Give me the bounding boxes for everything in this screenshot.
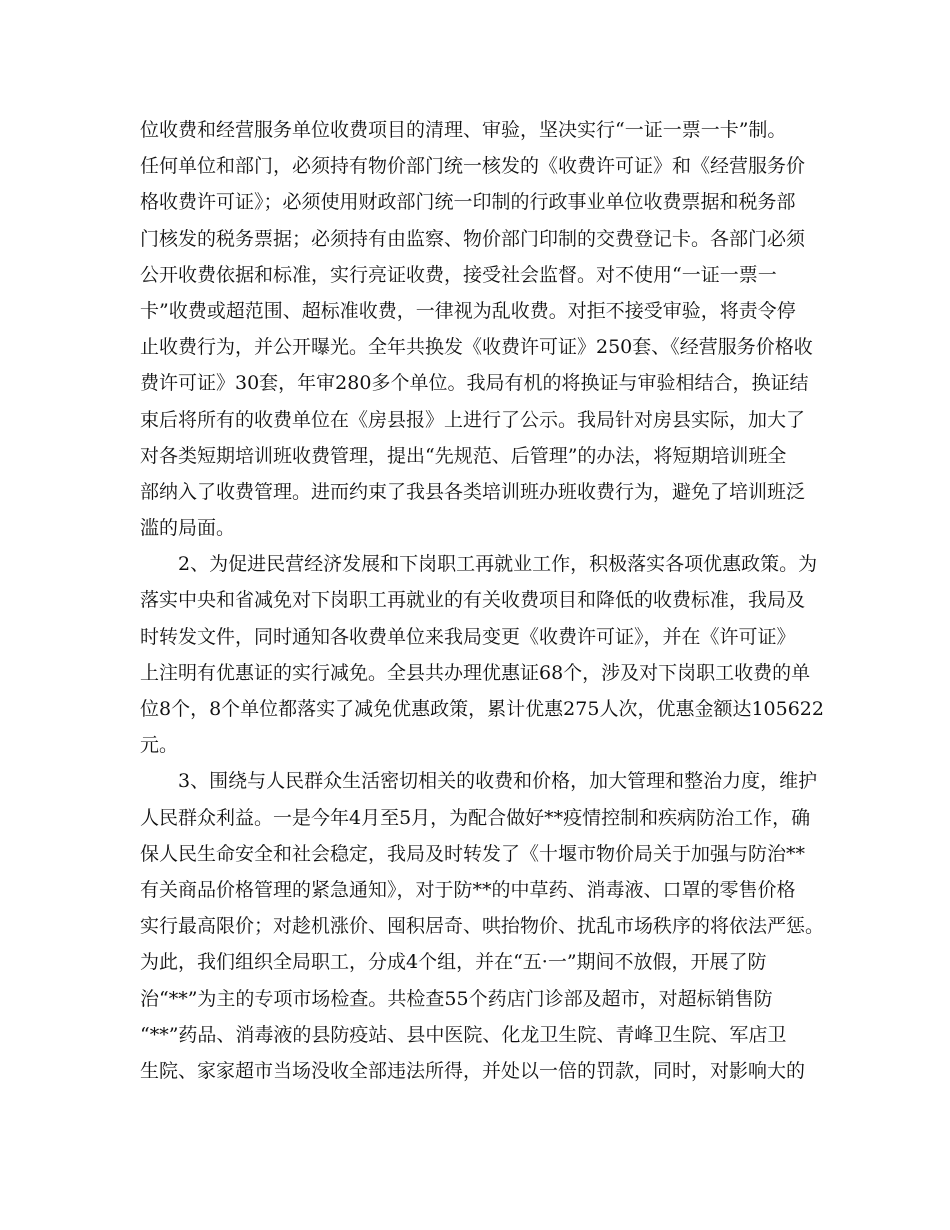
text-line: 门核发的税务票据；必须持有由监察、物价部门印制的交费登记卡。各部门必须 <box>140 227 806 250</box>
text-line: 公开收费依据和标准，实行亮证收费，接受社会监督。对不使用“一证一票一 <box>140 263 777 286</box>
text-line: 生院、家家超市当场没收全部违法所得，并处以一倍的罚款，同时，对影响大的 <box>140 1059 806 1082</box>
text-line: 滥的局面。 <box>140 517 236 540</box>
text-line: 为此，我们组织全局职工，分成4个组，并在“五·一”期间不放假，开展了防 <box>140 951 767 974</box>
document-body <box>140 112 825 1089</box>
text-line: 位收费和经营服务单位收费项目的清理、审验，坚决实行“一证一票一卡”制。 <box>140 119 787 141</box>
text-line: 实行最高限价；对趁机涨价、囤积居奇、哄抬物价、扰乱市场秩序的将依法严惩。 <box>140 915 825 938</box>
text-line: 止收费行为，并公开曝光。全年共换发《收费许可证》250套、《经营服务价格收 <box>140 336 813 359</box>
paragraph-1 <box>140 112 820 546</box>
text-line: 格收费许可证》；必须使用财政部门统一印制的行政事业单位收费票据和税务部 <box>140 191 796 214</box>
text-line: 束后将所有的收费单位在《房县报》上进行了公示。我局针对房县实际，加大了 <box>140 408 806 431</box>
text-line: 落实中央和省减免对下岗职工再就业的有关收费项目和降低的收费标准，我局及 <box>140 589 806 612</box>
text-line: 位8个，8个单位都落实了减免优惠政策，累计优惠275人次，优惠金额达105622 <box>140 698 824 720</box>
text-line: “**”药品、消毒液的县防疫站、县中医院、化龙卫生院、青峰卫生院、军店卫 <box>140 1023 787 1046</box>
text-line: 保人民生命安全和社会稳定，我局及时转发了《十堰市物价局关于加强与防治** <box>140 842 806 865</box>
text-line: 部纳入了收费管理。进而约束了我县各类培训班办班收费行为，避免了培训班泛 <box>140 480 806 503</box>
text-line: 元。 <box>140 734 179 757</box>
text-line: 费许可证》30套，年审280多个单位。我局有机的将换证与审验相结合，换证结 <box>140 372 809 395</box>
text-line: 卡”收费或超范围、超标准收费，一律视为乱收费。对拒不接受审验，将责令停 <box>140 299 796 322</box>
paragraph-2 <box>140 546 824 763</box>
text-line: 人民群众利益。一是今年4月至5月，为配合做好**疫情控制和疾病防治工作，确 <box>140 806 811 829</box>
text-line: 对各类短期培训班收费管理，提出“先规范、后管理”的办法，将短期培训班全 <box>140 444 787 467</box>
paragraph-3 <box>140 763 825 1089</box>
text-line: 任何单位和部门，必须持有物价部门统一核发的《收费许可证》和《经营服务价 <box>140 155 806 178</box>
text-line: 时转发文件，同时通知各收费单位来我局变更《收费许可证》，并在《许可证》 <box>140 625 796 648</box>
text-line: 有关商品价格管理的紧急通知》，对于防**的中草药、消毒液、口罩的零售价格 <box>140 878 796 901</box>
text-line: 治“**”为主的专项市场检查。共检查55个药店门诊部及超市，对超标销售防 <box>140 987 773 1010</box>
text-line: 2、为促进民营经济发展和下岗职工再就业工作，积极落实各项优惠政策。为 <box>178 553 818 576</box>
text-line: 3、围绕与人民群众生活密切相关的收费和价格，加大管理和整治力度，维护 <box>178 770 818 793</box>
text-line: 上注明有优惠证的实行减免。全县共办理优惠证68个，涉及对下岗职工收费的单 <box>140 661 811 684</box>
